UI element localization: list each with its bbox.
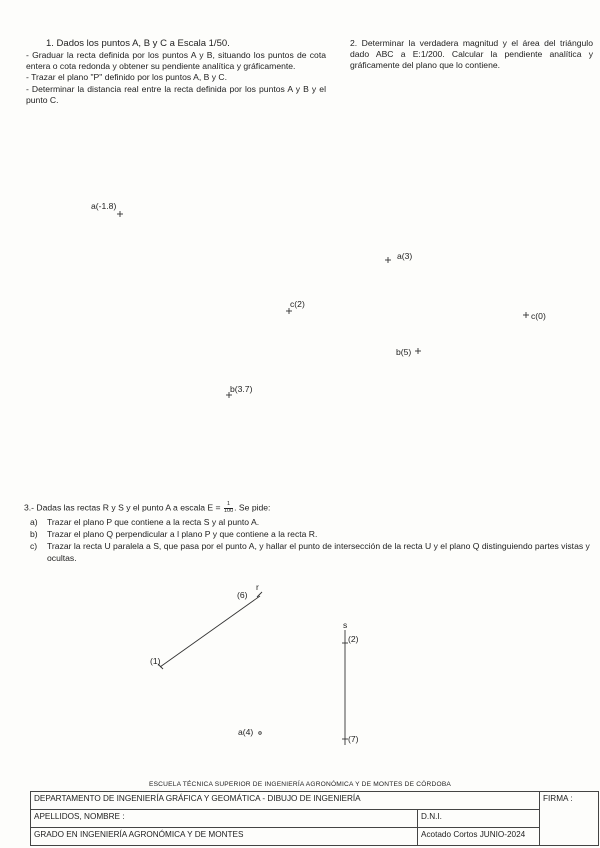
point-a1-marker xyxy=(117,211,123,217)
grado-cell: GRADO EN INGENIERÍA AGRONÓMICA Y DE MONTES xyxy=(31,828,418,846)
item-letter: b) xyxy=(30,529,38,540)
problem-3-item xyxy=(30,529,590,540)
problem-1-heading: 1. Dados los puntos A, B y C a Escala 1/50. xyxy=(46,38,230,49)
item-letter: c) xyxy=(30,541,38,552)
scale-fraction xyxy=(224,502,233,514)
label-c-2: c(0) xyxy=(531,311,546,321)
problem-2-heading: 2. Determinar la verdadera magnitud y el área del triángulo dado ABC a E:1/200. Calcular la pendiente analítica y gráficamente del plano que lo contiene. xyxy=(350,38,593,71)
label-s: s xyxy=(343,620,348,630)
problem-1-line: - Trazar el plano "P" definido por los puntos A, B y C. xyxy=(26,72,227,83)
scale-numerator: 1 xyxy=(224,502,233,509)
label-c-1: c(2) xyxy=(290,299,305,309)
school-name: ESCUELA TÉCNICA SUPERIOR DE INGENIERÍA AGRONÓMICA Y DE MONTES DE CÓRDOBA xyxy=(148,781,452,788)
problem-1-line: - Graduar la recta definida por los puntos A y B, situando los puntos de cota entera o cota redonda y obtener su pendiente analítica y gráficamente. xyxy=(26,50,326,72)
point-a3-marker xyxy=(259,732,262,735)
department-cell: DEPARTAMENTO DE INGENIERÍA GRÁFICA Y GEOMÁTICA - DIBUJO DE INGENIERÍA xyxy=(31,792,540,810)
apellidos-cell: APELLIDOS, NOMBRE : xyxy=(31,810,418,828)
label-a-1: a(-1.8) xyxy=(91,201,117,211)
problem-3-items xyxy=(30,517,590,565)
label-b-2: b(5) xyxy=(396,347,412,357)
item-letter: a) xyxy=(30,517,38,527)
exam-cell: Acotado Cortos JUNIO-2024 xyxy=(418,828,540,846)
point-a2-marker xyxy=(385,257,391,263)
line-r xyxy=(160,596,260,667)
problem-3-item xyxy=(30,541,590,563)
problem-3-heading-prefix: 3.- Dadas las rectas R y S y el punto A a escala E = xyxy=(24,502,223,513)
label-r-bottom: (1) xyxy=(150,656,161,666)
label-s-top: (2) xyxy=(348,634,359,644)
firma-cell: FIRMA : xyxy=(540,792,599,846)
scale-denominator: 100 xyxy=(223,507,234,514)
point-b2-marker xyxy=(415,348,421,354)
label-a-3: a(4) xyxy=(238,727,254,737)
item-text: Trazar la recta U paralela a S, que pasa por el punto A, y hallar el punto de intersección de la recta U y el plano Q distinguiendo partes vistas y ocultas. xyxy=(47,541,590,563)
label-a-2: a(3) xyxy=(397,251,413,261)
label-s-bottom: (7) xyxy=(348,734,359,744)
problem-1-line: - Determinar la distancia real entre la recta definida por los puntos A y B y el punto C. xyxy=(26,83,326,105)
problem-3-item xyxy=(30,517,590,528)
label-r-top: (6) xyxy=(237,590,248,600)
problem-3-heading xyxy=(24,502,270,514)
label-r: r xyxy=(256,582,259,592)
dni-cell: D.N.I. xyxy=(418,810,540,828)
item-text: Trazar el plano P que contiene a la recta S y al punto A. xyxy=(47,517,260,527)
point-c2-marker xyxy=(523,312,529,318)
problem-3-heading-suffix: . Se pide: xyxy=(234,502,271,513)
item-text: Trazar el plano Q perpendicular a l plano P y que contiene a la recta R. xyxy=(47,529,318,540)
label-b-1: b(3.7) xyxy=(230,384,253,394)
footer-table xyxy=(30,791,599,846)
